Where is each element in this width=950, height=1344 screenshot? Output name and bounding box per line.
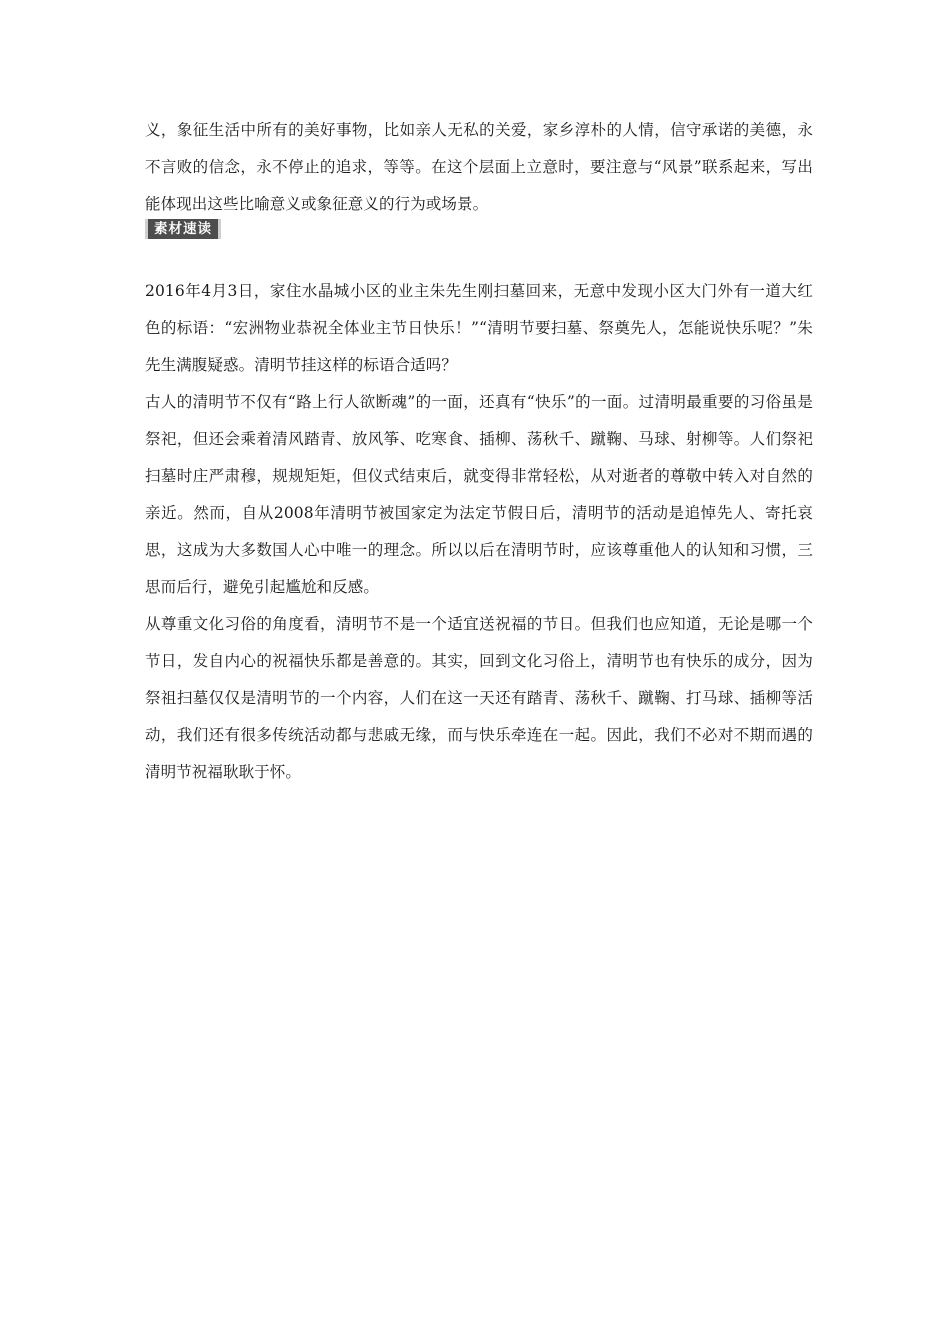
section-tag: 素材速读 [145, 219, 221, 239]
section-tag-row [145, 219, 813, 249]
material-paragraph-1: 2016年4月3日，家住水晶城小区的业主朱先生刚扫墓回来，无意中发现小区大门外有一道大红色的标语：“宏洲物业恭祝全体业主节日快乐！”“清明节要扫墓、祭奠先人，怎能说快乐呢？”朱先生满腹疑惑。清明节挂这样的标语合适吗？ [145, 282, 813, 374]
material-paragraph-2: 古人的清明节不仅有“路上行人欲断魂”的一面，还真有“快乐”的一面。过清明最重要的习俗虽是祭祀，但还会乘着清风踏青、放风筝、吃寒食、插柳、荡秋千、蹴鞠、马球、射柳等。人们祭祀扫墓时庄严肃穆，规规矩矩，但仪式结束后，就变得非常轻松，从对逝者的尊敬中转入对自然的亲近。然而，自从2008年清明节被国家定为法定节假日后，清明节的活动是追悼先人、寄托哀思，这成为大多数国人心中唯一的理念。所以以后在清明节时，应该尊重他人的认知和习惯，三思而后行，避免引起尴尬和反感。 [145, 393, 813, 596]
material-paragraph-3: 从尊重文化习俗的角度看，清明节不是一个适宜送祝福的节日。但我们也应知道，无论是哪一个节日，发自内心的祝福快乐都是善意的。其实，回到文化习俗上，清明节也有快乐的成分，因为祭祖扫墓仅仅是清明节的一个内容，人们在这一天还有踏青、荡秋千、蹴鞠、打马球、插柳等活动，我们还有很多传统活动都与悲戚无缘，而与快乐牵连在一起。因此，我们不必对不期而遇的清明节祝福耿耿于怀。 [145, 615, 813, 781]
document-page [145, 112, 813, 791]
intro-paragraph: 义，象征生活中所有的美好事物，比如亲人无私的关爱，家乡淳朴的人情，信守承诺的美德，永不言败的信念，永不停止的追求，等等。在这个层面上立意时，要注意与“风景”联系起来，写出能体现出这些比喻意义或象征意义的行为或场景。 [145, 121, 813, 213]
